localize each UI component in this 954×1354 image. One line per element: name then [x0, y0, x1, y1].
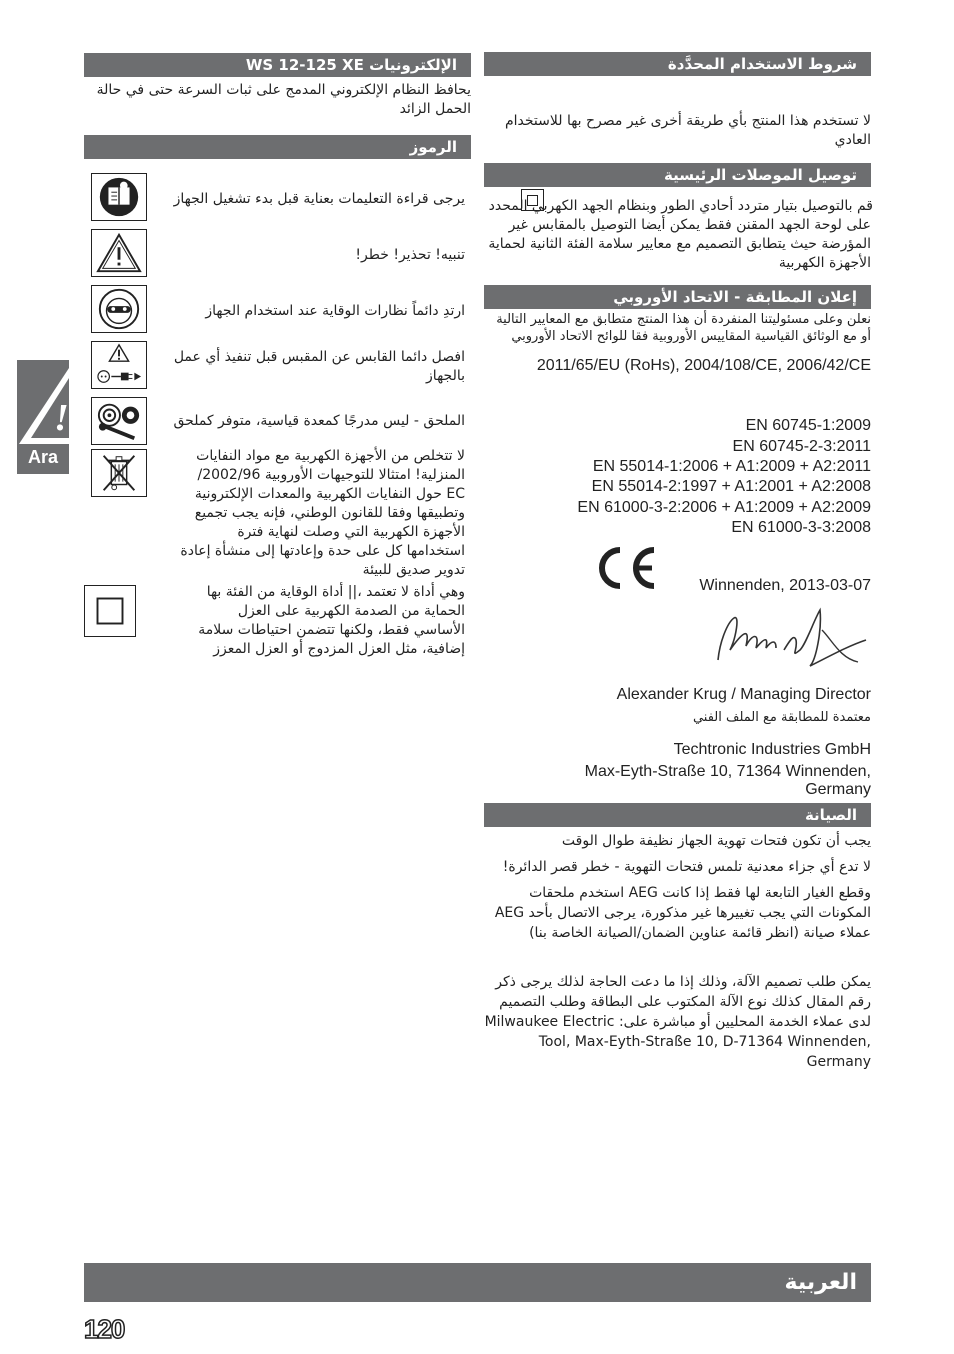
unplug-icon: [91, 341, 147, 389]
place-date: Winnenden, 2013-03-07: [699, 577, 871, 594]
company-address: Max-Eyth-Straße 10, 71364 Winnenden, Germany: [584, 763, 871, 798]
symbol-text-read-manual: يرجى قراءة التعليمات بعناية قبل بدء تشغيل الجهاز: [173, 191, 465, 207]
maintenance-header: الصيانة: [484, 803, 871, 827]
maintenance-paragraph-1: يجب أن تكون فتحات تهوية الجهاز نظيفة طوال الوقت: [561, 833, 871, 849]
standard-5: EN 61000-3-2:2006 + A1:2009 + A2:2009: [577, 499, 871, 516]
language-footer-bar: العربية: [84, 1263, 871, 1302]
class-ii-icon: [84, 585, 136, 637]
standard-4: EN 55014-2:1997 + A1:2001 + A2:2008: [591, 478, 871, 495]
maintenance-paragraph-3: وقطع الغيار التابعة لها فقط إذا كانت AEG استخدم ملحقات المكونات التي يجب تغييرها غير مذكورة، يرجى الاتصال بأحد AEG عملاء صيانة (انظر قائمة عناوين الضمان/الصيانة الخاصة بنا): [494, 885, 871, 941]
authorized-text: معتمدة للمطابقة مع الملف الفني: [692, 710, 871, 725]
ce-mark-icon: [590, 544, 660, 592]
intended-use-text: لا تستخدم هذا المنتج بأي طريقة أخرى غير مصرح بها للاستخدام العادي: [504, 113, 871, 148]
signature-image: [710, 600, 870, 670]
electronics-text: يحافظ النظام الإلكتروني المدمج على ثبات السرعة حتى في حالة الحمل الزائد: [96, 82, 471, 117]
read-manual-icon: [91, 173, 147, 221]
signatory: Alexander Krug / Managing Director: [616, 686, 871, 703]
page-number: 120: [84, 1314, 125, 1344]
svg-text:!: !: [54, 397, 69, 439]
standard-2: EN 60745-2-3:2011: [732, 438, 871, 455]
weee-bin-icon: [91, 449, 147, 497]
symbol-text-warning: تنبيه! تحذير! خطر!: [355, 247, 465, 263]
symbol-text-weee: لا تتخلص من الأجهزة الكهربية مع مواد النفايات المنزلية! امتثالا للتوجيهات الأوروبية 2002/96/ EC حول النفايات الكهربية والمعدات الإلكترونية وتطبيقها وفقا للقانون الوطني، فإنه يجب تجميع الأجهزة الكهربية التي وصلت لنهاية فترة استخدامها كل على حدة وإعادتها إلى منشأة إعادة تدوير صديق للبيئة: [180, 448, 465, 578]
intended-use-header: شروط الاستخدام المحدَّدة: [484, 52, 871, 76]
language-side-tab: [17, 360, 69, 474]
company-name: Techtronic Industries GmbH: [673, 741, 871, 758]
symbol-text-goggles: ارتدِ دائماً نظارات الوقاية عند استخدام الجهاز: [205, 303, 465, 319]
directives-list: 2011/65/EU (RoHs), 2004/108/CE, 2006/42/CE: [536, 357, 871, 374]
standard-3: EN 55014-1:2006 + A1:2009 + A2:2011: [592, 458, 871, 475]
maintenance-paragraph-2: لا تدع أي جزاء معدنية تلمس فتحات التهوية - خطر قصر الدائرة!: [502, 859, 871, 875]
symbols-header: الرموز: [84, 135, 471, 159]
mains-connection-text: قم بالتوصيل بتيار متردد أحادي الطور وبنظام الجهد الكهربي المحدد على لوحة الجهد المقنن فقط يمكن أيضا التوصيل بالمقابس غير المؤرضة حيث يتطابق التصميم مع معايير سلامة الفئة الثانية لحماية الأجهزة الكهربية: [488, 198, 873, 271]
standard-1: EN 60745-1:2009: [745, 417, 871, 434]
language-code: Ara: [27, 447, 58, 467]
symbol-text-unplug: افصل دائما القابس عن المقبس قبل تنفيذ أي عمل بالجهاز: [173, 349, 465, 384]
safety-goggles-icon: [91, 285, 147, 333]
warning-exclamation-icon: [17, 360, 69, 450]
standard-6: EN 61000-3-3:2008: [731, 519, 871, 536]
electronics-header: الإلكترونيات WS 12-125 XE: [84, 53, 471, 77]
mains-connection-header: توصيل الموصلات الرئيسية: [484, 163, 871, 187]
symbol-text-class-ii: وهي أداة لا تعتمد ،|| أداة الوقاية من الفئة بها الحماية من الصدمة الكهربية على العزل الأساسي فقط، ولكنها تتضمن احتياطات سلامة إضافية، مثل العزل المزدوج أو العزل المعزز: [198, 584, 465, 657]
symbol-text-accessory: الملحق - ليس مدرجًا كمعدة قياسية، متوفر كملحق: [173, 413, 465, 429]
accessory-icon: [91, 397, 147, 445]
warning-triangle-icon: [91, 229, 147, 277]
maintenance-paragraph-4: يمكن طلب تصميم الآلة، وذلك إذا ما دعت الحاجة لذلك يرجى ذكر رقم المقال كذلك نوع الآلة المكتوب على البطاقة وطلب التصميم لدى عملاء الخدمة المحليين أو مباشرة على: Milwaukee Electric Tool, Max-Eyth-Straße 10, D-71364 Winnenden, Germany: [484, 974, 871, 1070]
conformity-header: إعلان المطابقة - الاتحاد الأوروبي: [484, 285, 871, 309]
conformity-text: نعلن وعلى مسئوليتنا المنفردة أن هذا المنتج متطابق مع المعايير التالية أو مع الوثائق القياسية المقاييس الأوروبية فقا للوائح الاتحاد الأوروبي: [496, 312, 871, 344]
